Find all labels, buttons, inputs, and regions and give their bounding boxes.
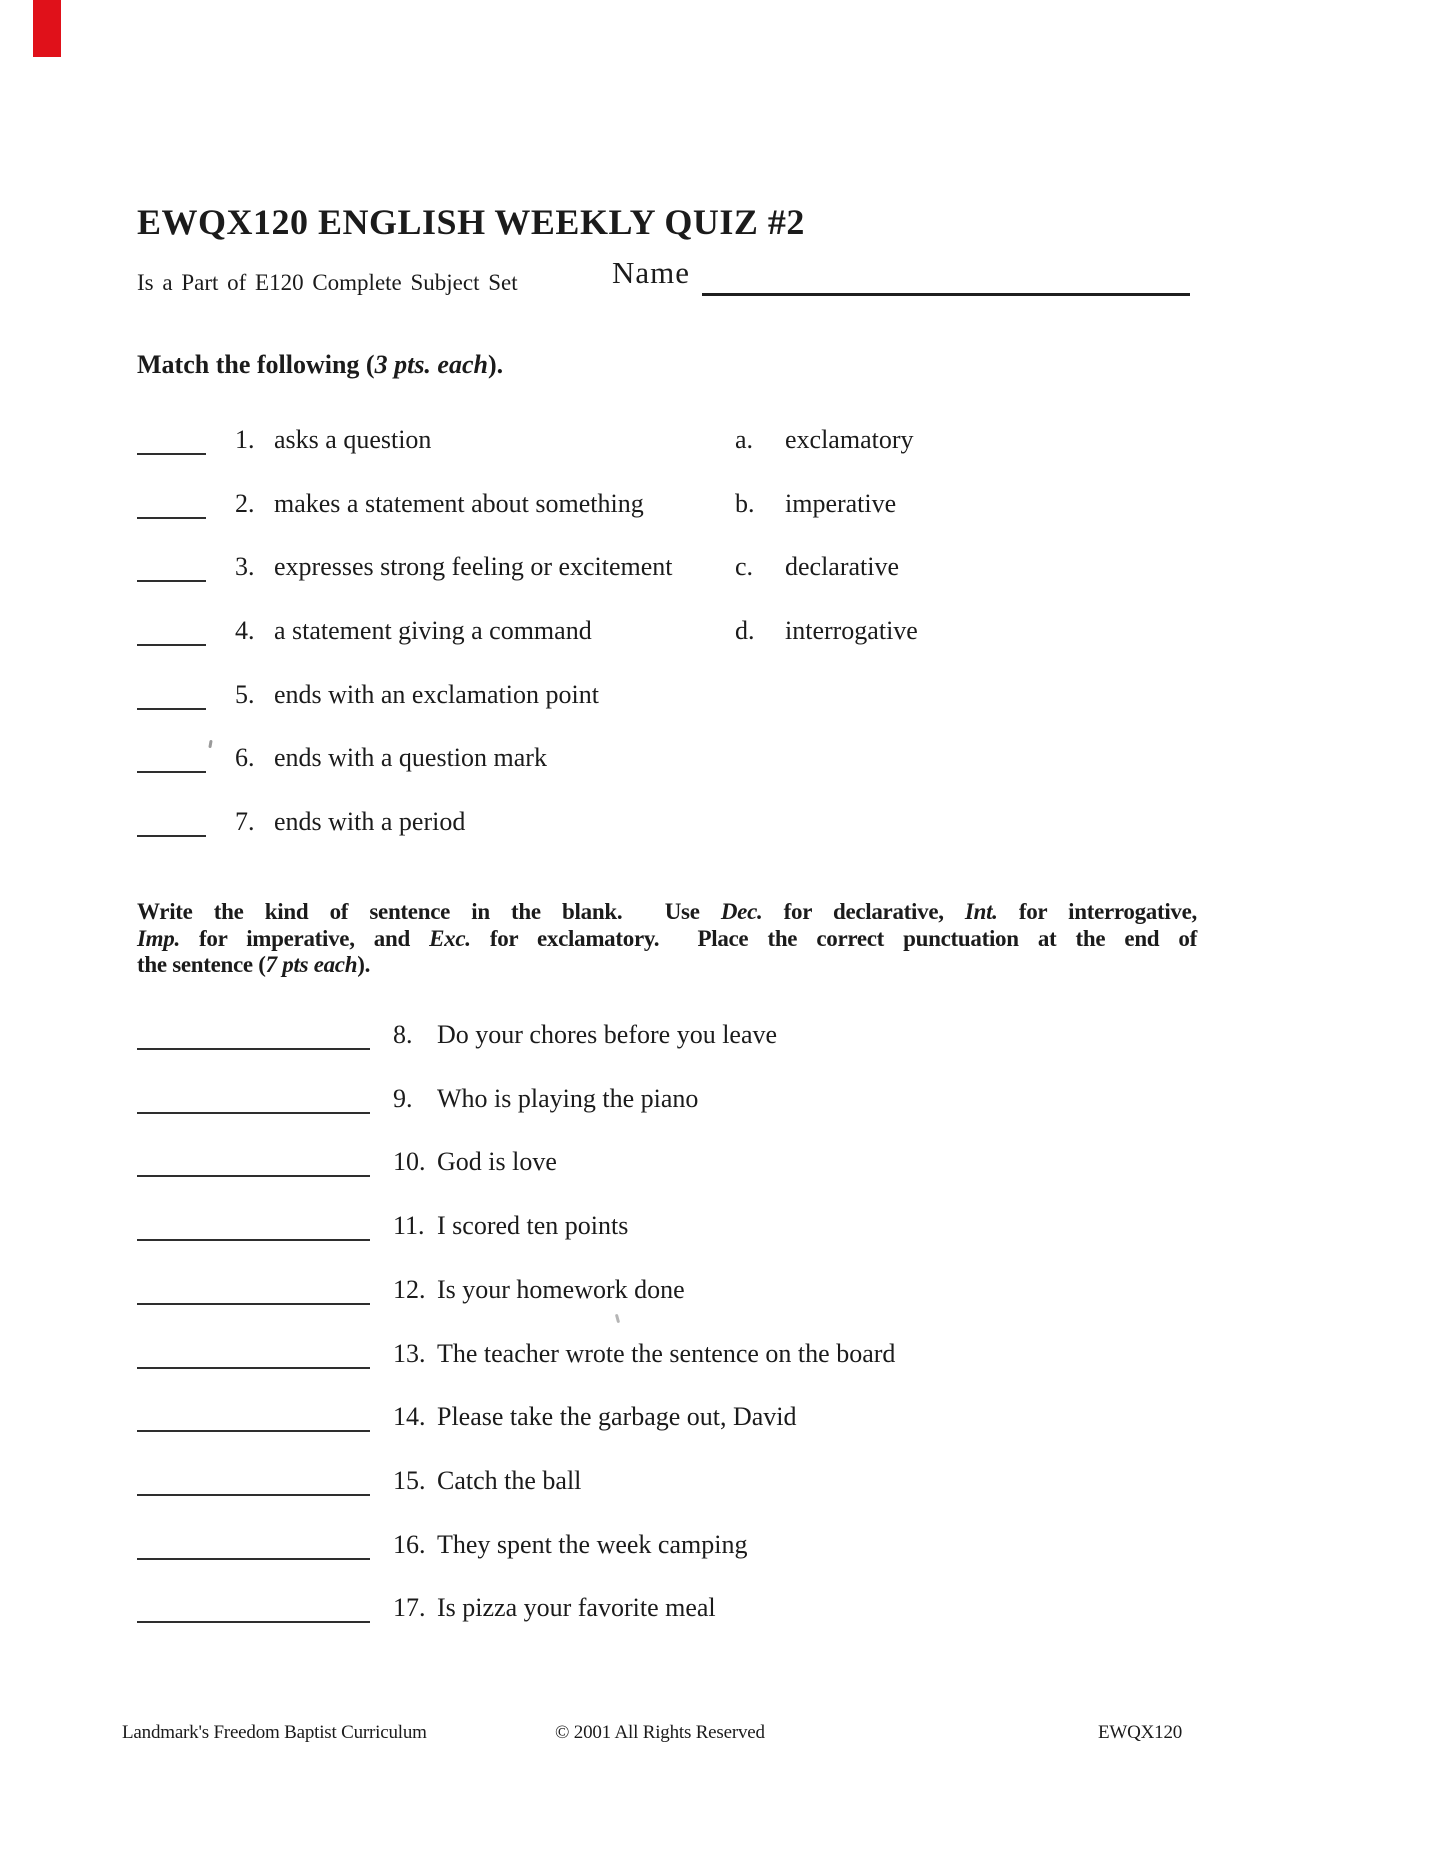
match-blank-1[interactable] (137, 427, 206, 455)
points-note: 7 pts each (265, 952, 358, 978)
instr-text: the sentence ( (137, 952, 266, 978)
footer-code: EWQX120 (1098, 1722, 1183, 1743)
match-number: 3. (235, 552, 255, 581)
name-label: Name (612, 255, 691, 290)
match-row-5 (0, 682, 1445, 708)
instructions-line-1 (137, 899, 1197, 926)
match-blank-5[interactable] (137, 682, 206, 710)
sentence-blank-15[interactable] (137, 1468, 370, 1496)
option-text: interrogative (785, 616, 918, 645)
abbrev-imp: Imp. (137, 925, 180, 951)
heading-text-end: ). (487, 350, 504, 379)
sentence-number: 9. (393, 1084, 413, 1113)
sentence-number: 13. (393, 1339, 426, 1368)
match-row-7 (0, 809, 1445, 835)
option-text: exclamatory (785, 425, 914, 454)
match-row-2 (0, 491, 1445, 517)
sentence-text: Catch the ball (437, 1466, 582, 1495)
sentence-row-12 (0, 1277, 1445, 1303)
match-blank-4[interactable] (137, 618, 206, 646)
sentence-blank-17[interactable] (137, 1595, 370, 1623)
sentence-row-9 (0, 1086, 1445, 1112)
instructions-line-3 (137, 952, 1197, 979)
abbrev-dec: Dec. (720, 899, 763, 924)
option-text: imperative (785, 489, 897, 518)
option-letter: b. (735, 489, 755, 518)
section2-instructions (137, 899, 1197, 979)
option-text: declarative (785, 552, 900, 581)
instr-text: Write the kind of sentence in the blank. Use (137, 899, 721, 924)
heading-points-note: 3 pts. each (374, 350, 488, 379)
sentence-text: God is love (437, 1147, 557, 1176)
instructions-line-2 (137, 926, 1197, 953)
sentence-blank-10[interactable] (137, 1149, 370, 1177)
match-row-1 (0, 427, 1445, 453)
red-scan-mark (33, 0, 61, 57)
match-row-6 (0, 745, 1445, 771)
sentence-text: Who is playing the piano (437, 1084, 699, 1113)
sentence-number: 8. (393, 1020, 413, 1049)
sentence-text: I scored ten points (437, 1211, 629, 1240)
sentence-text: Is pizza your favorite meal (437, 1593, 716, 1622)
match-number: 1. (235, 425, 255, 454)
sentence-row-15 (0, 1468, 1445, 1494)
match-number: 2. (235, 489, 255, 518)
instr-text: for exclamatory. Place the correct punctuation at the end of (470, 925, 1197, 951)
sentence-number: 12. (393, 1275, 426, 1304)
match-text: ends with an exclamation point (274, 680, 599, 709)
match-blank-6[interactable] (137, 745, 206, 773)
sentence-number: 17. (393, 1593, 426, 1622)
sentence-row-8 (0, 1022, 1445, 1048)
match-text: asks a question (274, 425, 432, 454)
match-number: 7. (235, 807, 255, 836)
section1-heading (137, 352, 503, 378)
abbrev-exc: Exc. (429, 925, 471, 951)
sentence-text: Please take the garbage out, David (437, 1402, 797, 1431)
sentence-row-11 (0, 1213, 1445, 1239)
sentence-row-10 (0, 1149, 1445, 1175)
match-row-3 (0, 554, 1445, 580)
sentence-number: 10. (393, 1147, 426, 1176)
sentence-row-16 (0, 1532, 1445, 1558)
sentence-number: 11. (393, 1211, 425, 1240)
match-text: makes a statement about something (274, 489, 644, 518)
sentence-row-17 (0, 1595, 1445, 1621)
option-letter: d. (735, 616, 755, 645)
sentence-number: 16. (393, 1530, 426, 1559)
sentence-row-14 (0, 1404, 1445, 1430)
sentence-text: Do your chores before you leave (437, 1020, 778, 1049)
abbrev-int: Int. (964, 899, 998, 924)
sentence-number: 15. (393, 1466, 426, 1495)
sentence-blank-8[interactable] (137, 1022, 370, 1050)
sentence-blank-13[interactable] (137, 1341, 370, 1369)
sentence-text: They spent the week camping (437, 1530, 748, 1559)
scan-artifact-smudge (615, 1314, 620, 1323)
instr-text: for interrogative, (997, 899, 1197, 924)
match-text: expresses strong feeling or excitement (274, 552, 673, 581)
sentence-blank-16[interactable] (137, 1532, 370, 1560)
instr-text: ). (357, 952, 371, 978)
quiz-title: EWQX120 ENGLISH WEEKLY QUIZ #2 (137, 202, 805, 242)
instr-text: for imperative, and (179, 925, 430, 951)
footer-publisher: Landmark's Freedom Baptist Curriculum (122, 1722, 427, 1743)
match-number: 4. (235, 616, 255, 645)
sentence-text: The teacher wrote the sentence on the board (437, 1339, 896, 1368)
match-row-4 (0, 618, 1445, 644)
option-letter: a. (735, 425, 754, 454)
match-blank-2[interactable] (137, 491, 206, 519)
name-blank-line[interactable] (702, 293, 1190, 296)
heading-text: Match the following ( (137, 350, 375, 379)
sentence-blank-9[interactable] (137, 1086, 370, 1114)
sentence-blank-11[interactable] (137, 1213, 370, 1241)
sentence-row-13 (0, 1341, 1445, 1367)
instr-text: for declarative, (762, 899, 965, 924)
match-text: ends with a question mark (274, 743, 547, 772)
sentence-number: 14. (393, 1402, 426, 1431)
match-blank-7[interactable] (137, 809, 206, 837)
match-text: ends with a period (274, 807, 466, 836)
match-blank-3[interactable] (137, 554, 206, 582)
match-number: 5. (235, 680, 255, 709)
match-text: a statement giving a command (274, 616, 592, 645)
footer-copyright: © 2001 All Rights Reserved (555, 1722, 765, 1743)
match-number: 6. (235, 743, 255, 772)
option-letter: c. (735, 552, 754, 581)
sentence-blank-12[interactable] (137, 1277, 370, 1305)
sentence-text: Is your homework done (437, 1275, 685, 1304)
sentence-blank-14[interactable] (137, 1404, 370, 1432)
quiz-subtitle: Is a Part of E120 Complete Subject Set (137, 270, 518, 295)
